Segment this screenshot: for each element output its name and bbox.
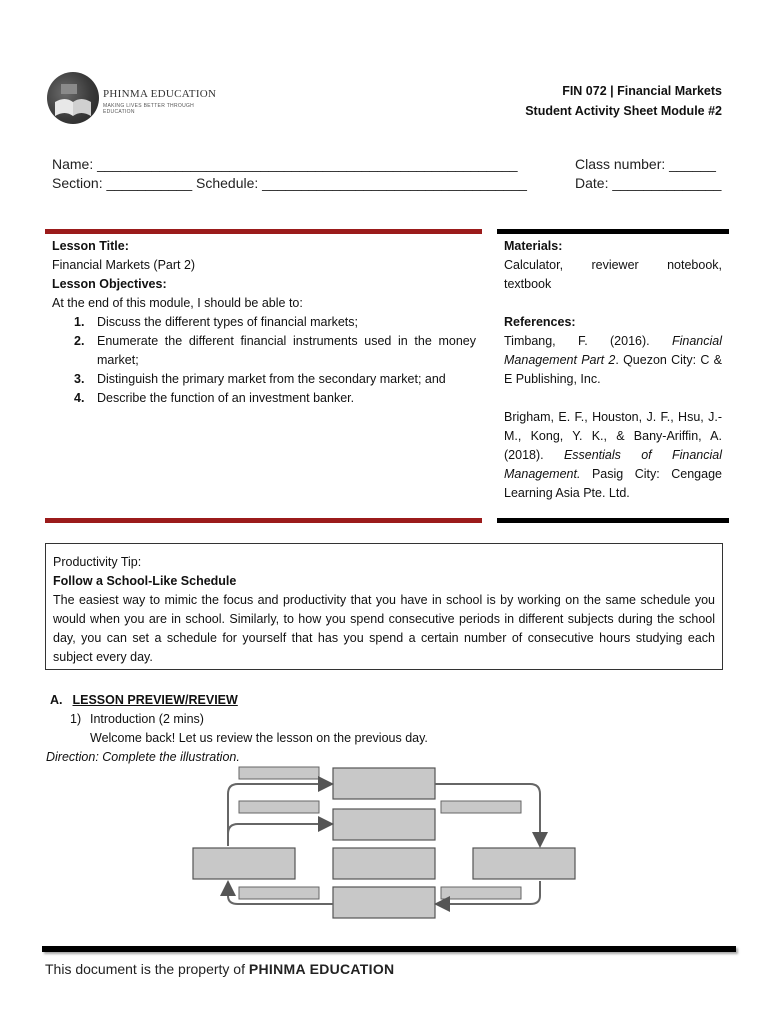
tip-label: Productivity Tip: <box>53 555 142 569</box>
blank-box-top[interactable] <box>333 768 435 799</box>
list-item: 2. Enumerate the different financial instruments used in the money market; <box>74 334 476 367</box>
references-label: References: <box>504 315 576 329</box>
blank-box-right[interactable] <box>473 848 575 879</box>
blank-box-bottom[interactable] <box>333 887 435 918</box>
blank-label-box[interactable] <box>239 767 319 779</box>
footer-text: This document is the property of PHINMA EDUCATION <box>45 961 395 977</box>
arrow-left-to-top <box>228 784 328 846</box>
section-schedule-field[interactable]: Section: ___________ Schedule: __________________________________ <box>52 175 527 191</box>
arrow-left-to-upper-middle <box>228 824 328 846</box>
blank-box-center[interactable] <box>333 848 435 879</box>
materials-line2: textbook <box>504 277 552 291</box>
list-item: 1. Discuss the different types of financial markets; <box>74 315 358 329</box>
lesson-objectives-label: Lesson Objectives: <box>52 277 167 291</box>
reference-1: Timbang, F. (2016). Financial Management Part 2. Quezon City: C & E Publishing, Inc. <box>504 334 722 386</box>
reference-2: Brigham, E. F., Houston, J. F., Hsu, J.-M., Kong, Y. K., & Bany-Ariffin, A. (2018). Essentials of Financial Management. Pasig City: Cengage Learning Asia Pte. Ltd. <box>504 410 722 500</box>
materials-label: Materials: <box>504 239 563 253</box>
list-item: 3. Distinguish the primary market from the secondary market; and <box>74 372 446 386</box>
intro-heading: 1) Introduction (2 mins) <box>70 712 204 726</box>
name-field[interactable]: Name: ______________________________________________________ <box>52 156 518 172</box>
objectives-intro: At the end of this module, I should be able to: <box>52 296 303 310</box>
course-title: FIN 072 | Financial Markets <box>562 84 722 98</box>
blank-label-box[interactable] <box>441 887 521 899</box>
welcome-text: Welcome back! Let us review the lesson on the previous day. <box>90 731 428 745</box>
direction-text: Direction: Complete the illustration. <box>46 750 240 764</box>
lesson-title-value: Financial Markets (Part 2) <box>52 258 196 272</box>
logo-name: PHINMA EDUCATION <box>103 88 217 100</box>
logo-tagline: MAKING LIVES BETTER THROUGH EDUCATION <box>103 103 195 115</box>
blank-box-left[interactable] <box>193 848 295 879</box>
blank-label-box[interactable] <box>441 801 521 813</box>
tip-heading: Follow a School-Like Schedule <box>53 574 237 588</box>
blank-label-box[interactable] <box>239 801 319 813</box>
blank-box-upper-middle[interactable] <box>333 809 435 840</box>
tip-body: The easiest way to mimic the focus and productivity that you have in school is by working on the same schedule you would when you are in school. Similarly, to how you spend consecutive periods in different subjects during the school day, you can set a schedule for yourself that has you spend a certain number of consecutive hours studying each subject every day. <box>53 593 715 664</box>
lesson-title-label: Lesson Title: <box>52 239 129 253</box>
date-field[interactable]: Date: ______________ <box>575 175 722 191</box>
section-a-heading: A. LESSON PREVIEW/REVIEW <box>50 693 238 707</box>
class-number-field[interactable]: Class number: ______ <box>575 156 716 172</box>
footer-divider <box>42 946 736 952</box>
sheet-title: Student Activity Sheet Module #2 <box>525 104 722 118</box>
materials-line1: Calculator, reviewer notebook, <box>504 258 722 272</box>
list-item: 4. Describe the function of an investment banker. <box>74 391 355 405</box>
blank-label-box[interactable] <box>239 887 319 899</box>
